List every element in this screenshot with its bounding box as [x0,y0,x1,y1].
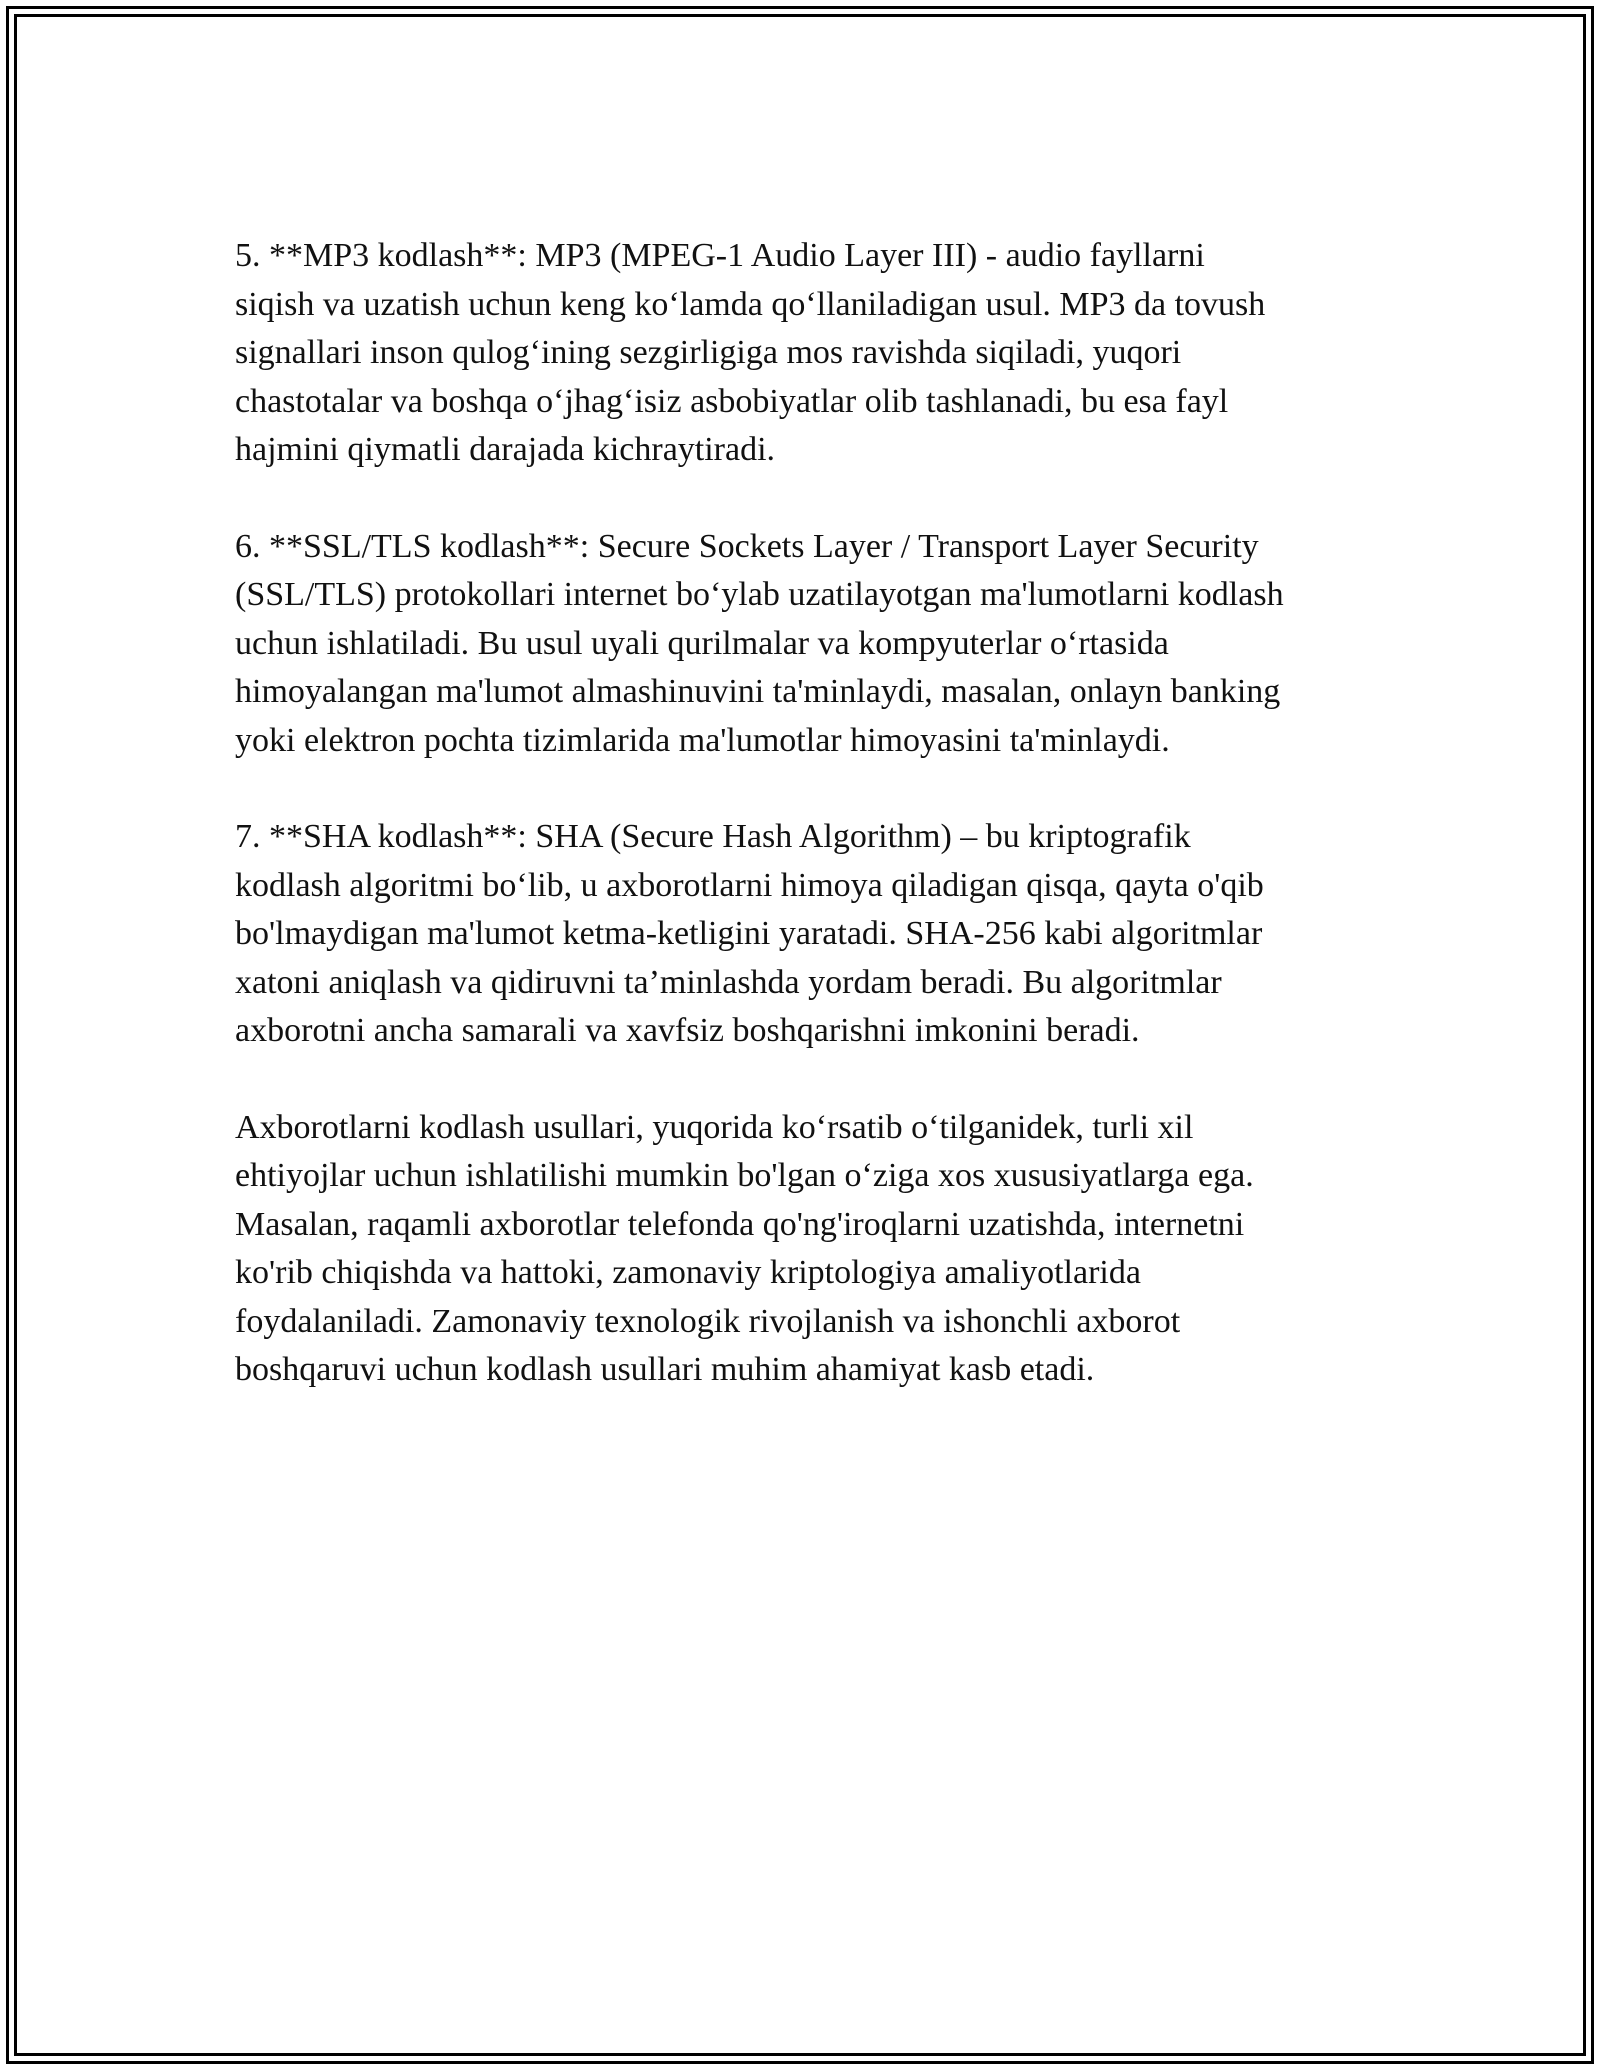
paragraph-conclusion [235,1104,1395,1395]
text-line: axborotni ancha samarali va xavfsiz boshqarishni imkonini beradi. [235,1012,1140,1049]
text-line: yoki elektron pochta tizimlarida ma'lumotlar himoyasini ta'minlaydi. [235,721,1170,759]
text-line: siqish va uzatish uchun keng ko‘lamda qo‘llaniladigan usul. MP3 da tovush [235,285,1266,323]
text-line: ehtiyojlar uchun ishlatilishi mumkin bo'lgan o‘ziga xos xususiyatlarga ega. [235,1157,1254,1194]
text-line: chastotalar va boshqa o‘jhag‘isiz asbobiyatlar olib tashlanadi, bu esa fayl [235,382,1229,420]
text-line: ko'rib chiqishda va hattoki, zamonaviy kriptologiya amaliyotlarida [235,1254,1141,1291]
text-line: boshqaruvi uchun kodlash usullari muhim ahamiyat kasb etadi. [235,1351,1095,1388]
text-line: 5. **MP3 kodlash**: MP3 (MPEG-1 Audio Layer III) - audio fayllarni [235,237,1205,274]
text-line: Axborotlarni kodlash usullari, yuqorida ko‘rsatib o‘tilganidek, turli xil [235,1108,1194,1146]
text-line: 7. **SHA kodlash**: SHA (Secure Hash Algorithm) – bu kriptografik [235,818,1191,855]
text-line: Masalan, raqamli axborotlar telefonda qo'ng'iroqlarni uzatishda, internetni [235,1205,1245,1243]
paragraph-sha [235,813,1395,1056]
text-line: uchun ishlatiladi. Bu usul uyali qurilmalar va kompyuterlar o‘rtasida [235,624,1169,662]
text-line: hajmini qiymatli darajada kichraytiradi. [235,431,776,468]
text-line: bo'lmaydigan ma'lumot ketma-ketligini yaratadi. SHA-256 kabi algoritmlar [235,915,1263,952]
paragraph-ssl-tls [235,523,1395,766]
text-line: xatoni aniqlash va qidiruvni ta’minlashda yordam beradi. Bu algoritmlar [235,963,1222,1001]
text-line: (SSL/TLS) protokollari internet bo‘ylab uzatilayotgan ma'lumotlarni kodlash [235,576,1284,613]
text-line: foydalaniladi. Zamonaviy texnologik rivojlanish va ishonchli axborot [235,1302,1181,1340]
paragraph-mp3 [235,232,1395,475]
document-body [235,232,1395,1443]
text-line: signallari inson qulog‘ining sezgirligiga mos ravishda siqiladi, yuqori [235,334,1182,371]
text-line: himoyalangan ma'lumot almashinuvini ta'minlaydi, masalan, onlayn banking [235,673,1281,710]
text-line: 6. **SSL/TLS kodlash**: Secure Sockets Layer / Transport Layer Security [235,527,1259,565]
text-line: kodlash algoritmi bo‘lib, u axborotlarni himoya qiladigan qisqa, qayta o'qib [235,866,1264,904]
